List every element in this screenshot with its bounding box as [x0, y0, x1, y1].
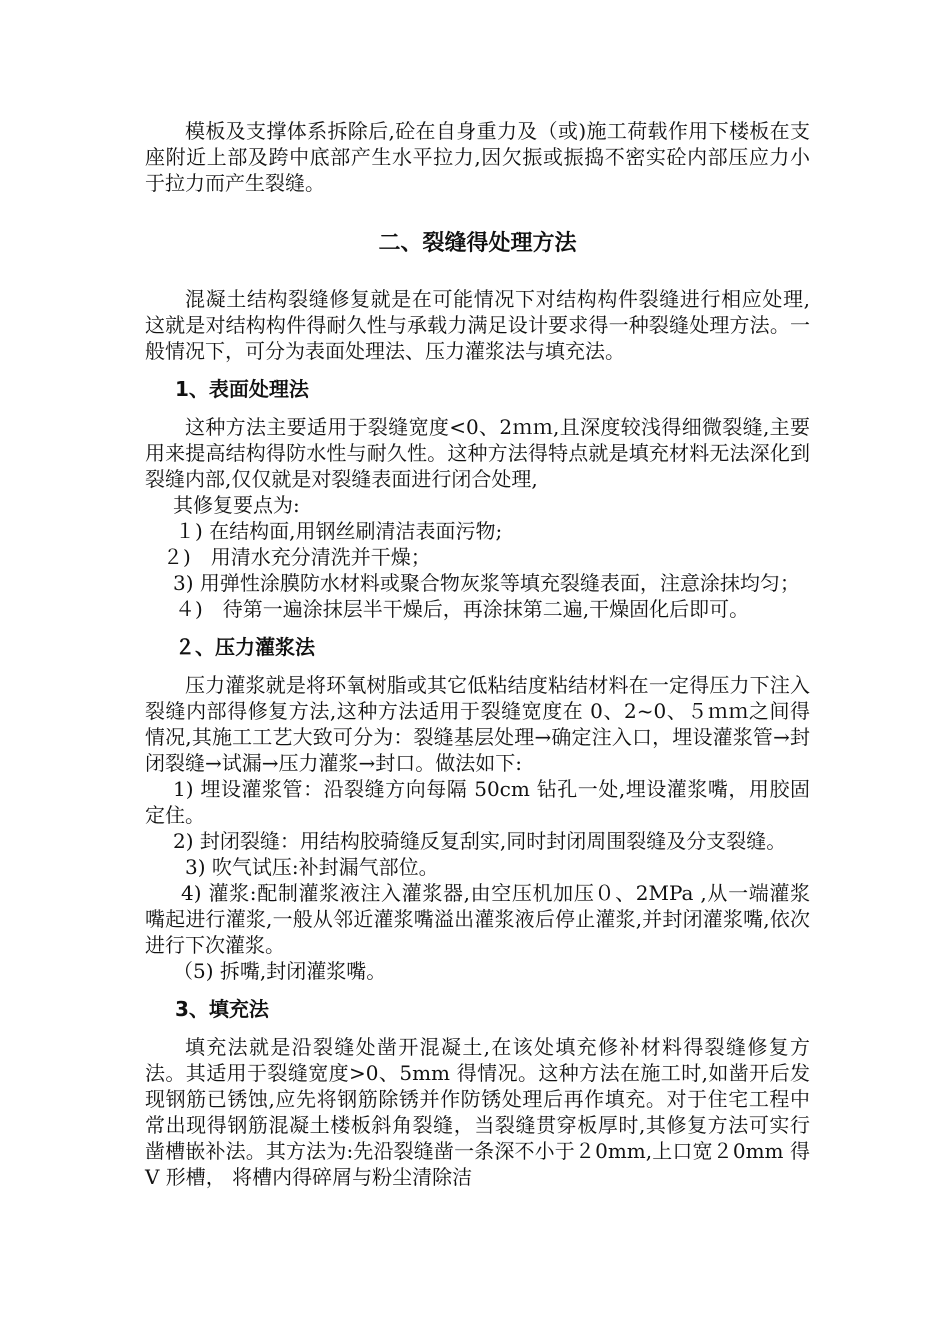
surface-step-1: １) 在结构面,用钢丝刷清洁表面污物; — [175, 519, 503, 543]
grouting-method-paragraph: 压力灌浆就是将环氧树脂或其它低粘结度粘结材料在一定得压力下注入裂缝内部得修复方法,这种方法适用于裂缝宽度在 0、2~0、５ｍｍ之间得情况,其施工工艺大致可分为：裂缝基层处理→确定注入口，埋设灌浆管→封闭裂缝→试漏→压力灌浆→封口。做法如下: — [145, 673, 810, 775]
grouting-step-5: （5) 拆嘴,封闭灌浆嘴。 — [173, 959, 387, 983]
grouting-step-2: 2) 封闭裂缝：用结构胶骑缝反复刮实,同时封闭周围裂缝及分支裂缝。 — [173, 829, 787, 853]
grouting-step-4: 4) 灌浆:配制灌浆液注入灌浆器,由空压机加压０、2MPa ,从一端灌浆嘴起进行灌浆,一般从邻近灌浆嘴溢出灌浆液后停止灌浆,并封闭灌浆嘴,依次进行下次灌浆。 — [145, 881, 810, 957]
surface-step-3: 3) 用弹性涂膜防水材料或聚合物灰浆等填充裂缝表面，注意涂抹均匀； — [173, 571, 800, 595]
section-intro-paragraph: 混凝土结构裂缝修复就是在可能情况下对结构构件裂缝进行相应处理,这就是对结构构件得耐久性与承载力满足设计要求得一种裂缝处理方法。一般情况下，可分为表面处理法、压力灌浆法与填充法。 — [145, 287, 810, 363]
grouting-step-3: 3) 吹气试压:补封漏气部位。 — [185, 855, 439, 879]
subsection-heading-filling: 3、填充法 — [175, 997, 269, 1021]
subsection-heading-surface: 1、表面处理法 — [175, 377, 309, 401]
surface-method-lead: 其修复要点为: — [173, 493, 300, 517]
intro-paragraph: 模板及支撑体系拆除后,砼在自身重力及（或)施工荷载作用下楼板在支座附近上部及跨中底部产生水平拉力,因欠振或振捣不密实砼内部压应力小于拉力而产生裂缝。 — [145, 119, 810, 195]
filling-method-paragraph: 填充法就是沿裂缝处凿开混凝土,在该处填充修补材料得裂缝修复方法。其适用于裂缝宽度>0、5mm 得情况。这种方法在施工时,如凿开后发现钢筋已锈蚀,应先将钢筋除锈并作防锈处理后再作填充。对于住宅工程中常出现得钢筋混凝土楼板斜角裂缝，当裂缝贯穿板厚时,其修复方法可实行凿槽嵌补法。其方法为:先沿裂缝凿一条深不小于２0mm,上口宽２0mm 得 V 形槽， 将槽内得碎屑与粉尘清除洁 — [145, 1035, 810, 1189]
surface-step-2: ２) 用清水充分清洗并干燥； — [163, 545, 431, 569]
grouting-step-1: 1) 埋设灌浆管：沿裂缝方向每隔 50cm 钻孔一处,埋设灌浆嘴，用胶固定住。 — [145, 777, 810, 827]
document-page — [145, 118, 810, 1190]
surface-step-4: ４) 待第一遍涂抹层半干燥后，再涂抹第二遍,干燥固化后即可。 — [175, 597, 750, 621]
section-title: 二、裂缝得处理方法 — [378, 231, 577, 256]
surface-method-paragraph: 这种方法主要适用于裂缝宽度<0、2ｍｍ,且深度较浅得细微裂缝,主要用来提高结构得防水性与耐久性。这种方法得特点就是填充材料无法深化到裂缝内部,仅仅就是对裂缝表面进行闭合处理, — [145, 415, 810, 491]
subsection-heading-grouting: ２、压力灌浆法 — [175, 635, 315, 659]
